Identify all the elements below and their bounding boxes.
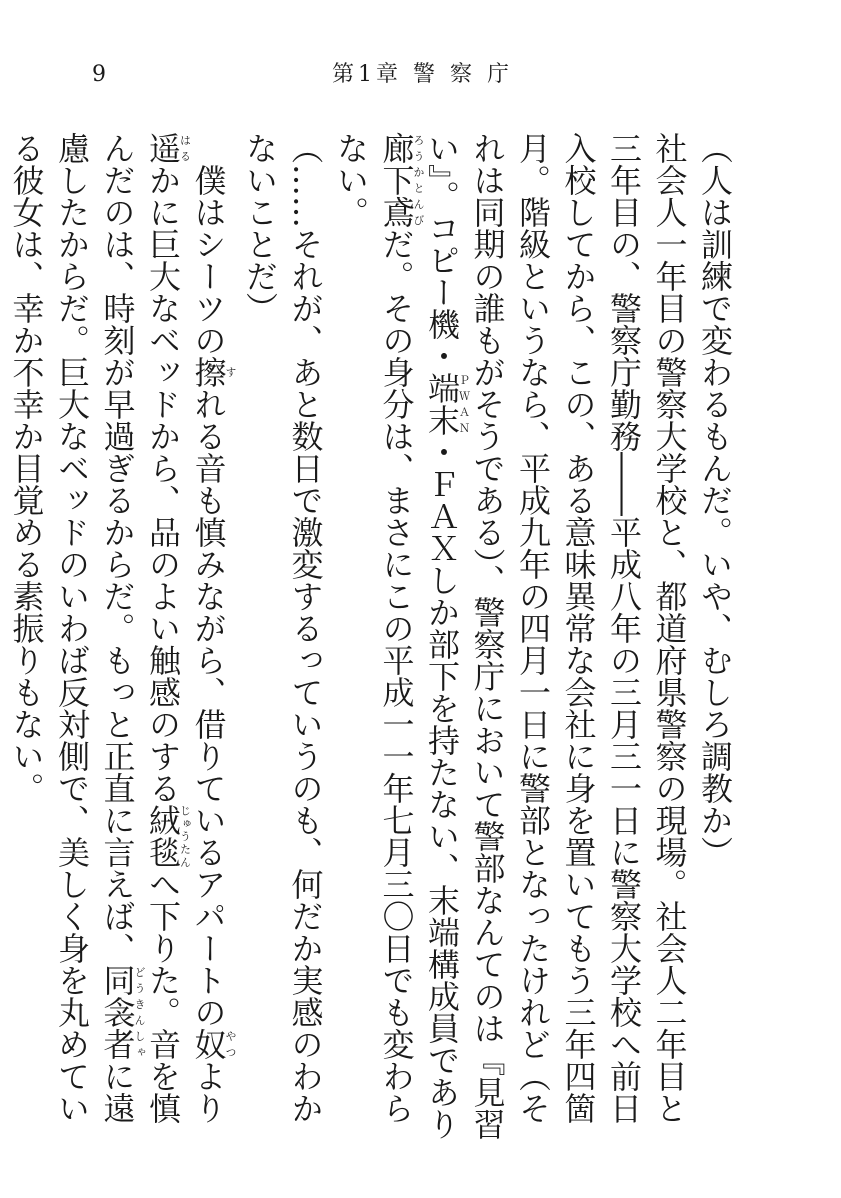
- body-text: [7, 132, 737, 1142]
- paragraph-5: [0, 132, 3, 1142]
- running-header: 第1章 警 察 庁: [332, 62, 513, 87]
- paragraph-1: （人は訓練で変わるもんだ。いや、むしろ調教か）: [696, 132, 734, 868]
- ruby-pwan: ＰＷＡＮ: [457, 372, 471, 436]
- ruby-rokatonbi: ろうかとんび: [412, 132, 425, 228]
- page-number: 9: [92, 62, 106, 87]
- paragraph-3: （……それが、あと数日で激変するっていうのも、何だか実感のわかないことだ）: [241, 132, 325, 1124]
- ruby-haru: はる: [178, 132, 192, 164]
- ruby-dokinsha: どうきんしゃ: [133, 964, 146, 1060]
- ruby-su: す: [224, 356, 237, 388]
- paragraph-2: 社会人一年目の警察大学校と、都道府県警察の現場。社会人二年目と三年目の、警察庁勤務――平成八年の三月三一日に警察大学校へ前日入校してから、この、ある意味異常な会社に身を置いてもう三年四箇月。階級というなら、平成九年の四月一日に警部となったけれど（それは同期の誰もがそうである）、警察庁において警部なんてのは『見習い』。コピー機・端末ＰＷＡＮ・ＦＡＸしか部下を持たない、末端構成員であり廊下鳶ろうかとんびだ。その身分は、まさにこの平成一一年七月三〇日でも変わらない。: [332, 132, 689, 1140]
- ruby-yatsu: やつ: [224, 1028, 237, 1060]
- ruby-jutan: じゅうたん: [178, 804, 192, 868]
- paragraph-4: 僕はシーツの擦すれる音も慎みながら、借りているアパートの奴やつより遥はるかに巨大なベッドから、品のよい触感のする絨毯じゅうたんへ下りた。音を慎んだのは、時刻が早過ぎるからだ。もっと正直に言えば、同衾者どうきんしゃに遠慮したからだ。巨大なベッドのいわば反対側で、美しく身を丸めている彼女は、幸か不幸か目覚める素振りもない。: [7, 132, 237, 1124]
